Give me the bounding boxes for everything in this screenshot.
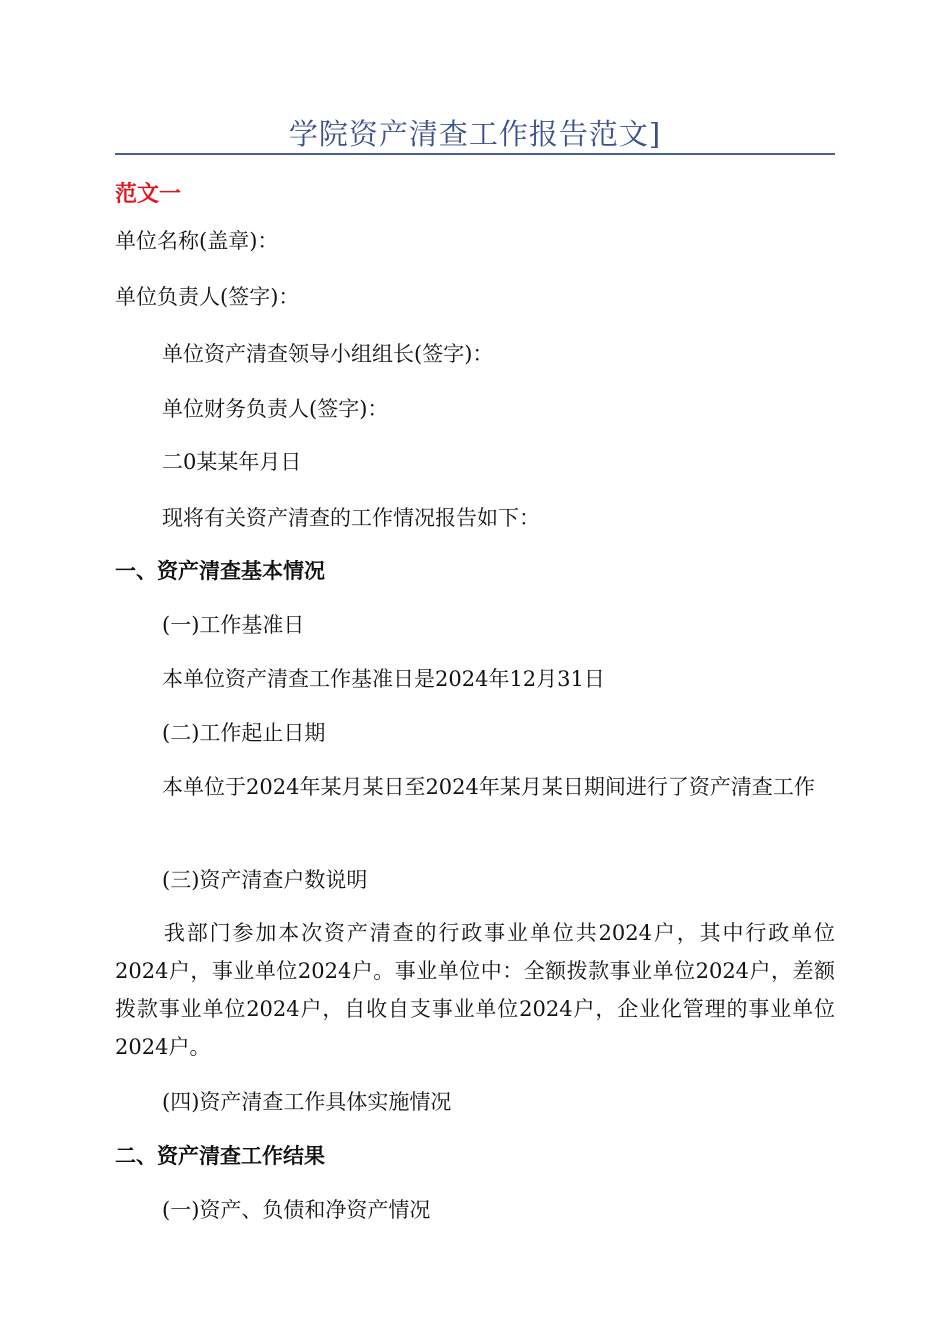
section1-heading: 一、资产清查基本情况	[115, 559, 325, 583]
section1-sub2-title: (二)工作起止日期	[162, 721, 326, 745]
intro-text: 现将有关资产清查的工作情况报告如下：	[162, 506, 540, 530]
document-title: 学院资产清查工作报告范文]	[288, 117, 662, 151]
date-field: 二0某某年月日	[162, 450, 302, 474]
unit-name-field: 单位名称(盖章)：	[115, 229, 279, 253]
section1-sub4-title: (四)资产清查工作具体实施情况	[162, 1090, 452, 1114]
variant-heading: 范文一	[115, 182, 182, 207]
finance-head-field: 单位财务负责人(签字)：	[162, 397, 389, 421]
section1-sub2-body-text: 本单位于2024年某月某日至2024年某月某日期间进行了资产清查工作	[162, 775, 815, 799]
section1-sub3-title: (三)资产清查户数说明	[162, 868, 368, 892]
section2-heading: 二、资产清查工作结果	[115, 1144, 325, 1168]
section1-sub2-body	[115, 768, 835, 806]
section1-sub1-title: (一)工作基准日	[162, 613, 305, 637]
section2-sub1-title: (一)资产、负债和净资产情况	[162, 1198, 431, 1222]
title-underline	[115, 153, 835, 155]
unit-head-field: 单位负责人(签字)：	[115, 285, 300, 309]
section1-sub3-body	[115, 914, 835, 1066]
section1-sub1-body: 本单位资产清查工作基准日是2024年12月31日	[162, 667, 605, 691]
section1-sub3-body-text: 我部门参加本次资产清查的行政事业单位共2024户，其中行政单位2024户，事业单位2024户。事业单位中：全额拨款事业单位2024户，差额拨款事业单位2024户，自收自支事业单位2024户，企业化管理的事业单位2024户。	[115, 921, 835, 1059]
leader-field: 单位资产清查领导小组组长(签字)：	[162, 342, 494, 366]
